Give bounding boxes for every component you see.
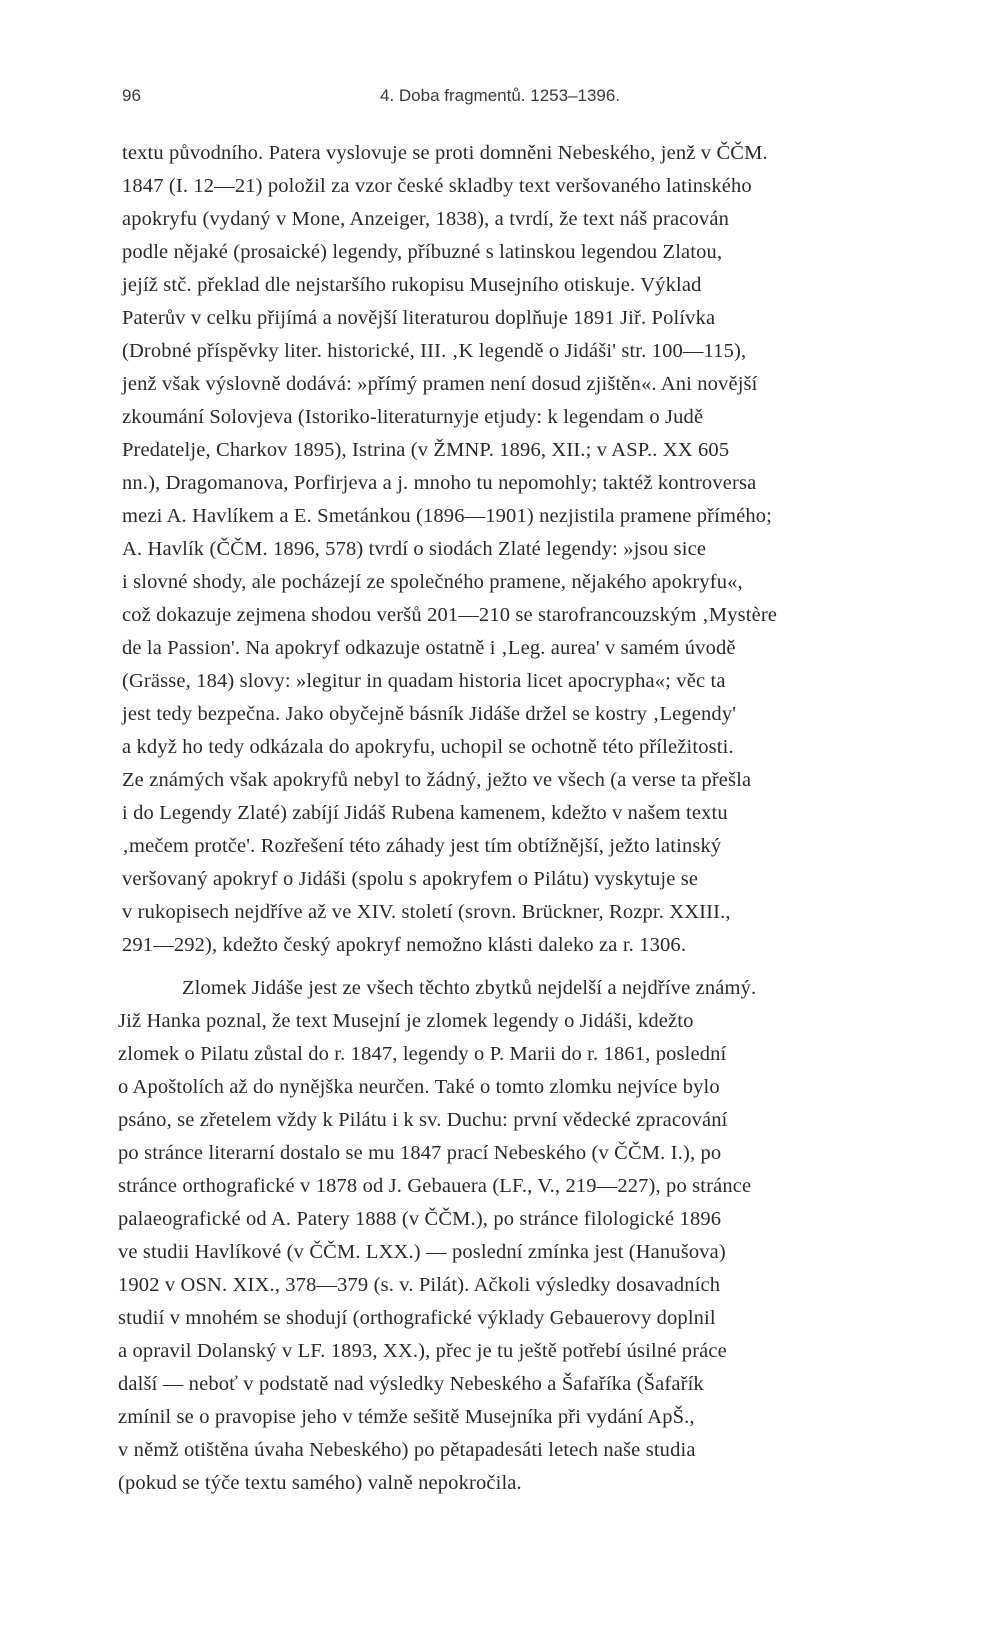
text-line: (pokud se týče textu samého) valně nepokročila.	[118, 1472, 522, 1494]
text-line: zkoumání Solovjeva (Istoriko-literaturnyje etjudy: k legendam o Judě	[122, 406, 704, 428]
page-number: 96	[122, 86, 141, 105]
section-title: 4. Doba fragmentů. 1253–1396.	[380, 86, 621, 105]
text-line: Již Hanka poznal, že text Musejní je zlomek legendy o Jidáši, kdežto	[118, 1010, 694, 1032]
text-line: a opravil Dolanský v LF. 1893, XX.), přec je tu ještě potřebí úsilné práce	[118, 1340, 727, 1362]
text-line: palaeografické od A. Patery 1888 (v ČČM.), po stránce filologické 1896	[118, 1208, 722, 1230]
text-line: 1902 v OSN. XIX., 378—379 (s. v. Pilát). Ačkoli výsledky dosavadních	[118, 1274, 721, 1296]
text-line: zlomek o Pilatu zůstal do r. 1847, legendy o P. Marii do r. 1861, poslední	[118, 1043, 727, 1065]
text-line: v němž otištěna úvaha Nebeského) po pětapadesáti letech naše studia	[118, 1439, 696, 1461]
text-line: o Apoštolích až do nynějška neurčen. Také o tomto zlomku nejvíce bylo	[118, 1076, 720, 1098]
text-line: stránce orthografické v 1878 od J. Gebauera (LF., V., 219—227), po stránce	[118, 1175, 752, 1197]
text-line: i do Legendy Zlaté) zabíjí Jidáš Rubena kamenem, kdežto v našem textu	[122, 802, 728, 824]
text-line: zmínil se o pravopise jeho v témže sešitě Musejníka při vydání ApŠ.,	[118, 1406, 695, 1428]
text-line: po stránce literarní dostalo se mu 1847 prací Nebeského (v ČČM. I.), po	[118, 1142, 722, 1164]
text-line: a když ho tedy odkázala do apokryfu, uchopil se ochotně této příležitosti.	[122, 736, 734, 758]
text-line: v rukopisech nejdříve až ve XIV. století (srovn. Brückner, Rozpr. XXIII.,	[122, 901, 731, 923]
text-line: de la Passion'. Na apokryf odkazuje ostatně i ‚Leg. aurea' v samém úvodě	[122, 637, 736, 659]
text-line: i slovné shody, ale pocházejí ze společného pramene, nějakého apokryfu«,	[122, 571, 743, 593]
text-line: 291—292), kdežto český apokryf nemožno klásti daleko za r. 1306.	[122, 934, 687, 956]
text-line: což dokazuje zejmena shodou veršů 201—210 se starofrancouzským ‚Mystère	[122, 604, 778, 626]
text-line: další — neboť v podstatě nad výsledky Nebeského a Šafaříka (Šafařík	[118, 1373, 704, 1395]
text-line: textu původního. Patera vyslovuje se proti domněni Nebeského, jenž v ČČM.	[122, 142, 768, 164]
text-line: jest tedy bezpečna. Jako obyčejně básník Jidáše držel se kostry ‚Legendy'	[122, 703, 737, 725]
text-line: (Grässe, 184) slovy: »legitur in quadam historia licet apocrypha«; věc ta	[122, 670, 726, 692]
text-line: ve studii Havlíkové (v ČČM. LXX.) — poslední zmínka jest (Hanušova)	[118, 1241, 726, 1263]
text-line: (Drobné příspěvky liter. historické, III. ‚K legendě o Jidáši' str. 100—115),	[122, 340, 747, 362]
text-line: Paterův v celku přijímá a novější literaturou doplňuje 1891 Jiř. Polívka	[122, 307, 716, 329]
text-line: 1847 (I. 12—21) položil za vzor české skladby text veršovaného latinského	[122, 175, 752, 197]
text-line: podle nějaké (prosaické) legendy, příbuzné s latinskou legendou Zlatou,	[122, 241, 723, 263]
text-line: studií v mnohém se shodují (orthografické výklady Gebauerovy doplnil	[118, 1307, 716, 1329]
text-line: Predatelje, Charkov 1895), Istrina (v ŽMNP. 1896, XII.; v ASP.. XX 605	[122, 439, 730, 461]
text-line: apokryfu (vydaný v Mone, Anzeiger, 1838), a tvrdí, že text náš pracován	[122, 208, 729, 230]
text-line: A. Havlík (ČČM. 1896, 578) tvrdí o siodách Zlaté legendy: »jsou sice	[122, 538, 707, 560]
text-line: veršovaný apokryf o Jidáši (spolu s apokryfem o Pilátu) vyskytuje se	[122, 868, 699, 890]
text-line: psáno, se zřetelem vždy k Pilátu i k sv. Duchu: první vědecké zpracování	[118, 1109, 728, 1131]
text-line: nn.), Dragomanova, Porfirjeva a j. mnoho tu nepomohly; taktéž kontroversa	[122, 472, 757, 494]
text-line: ‚mečem protče'. Rozřešení této záhady jest tím obtížnější, ježto latinský	[122, 835, 722, 857]
text-line: mezi A. Havlíkem a E. Smetánkou (1896—1901) nezjistila pramene přímého;	[122, 505, 772, 527]
text-line: jejíž stč. překlad dle nejstaršího rukopisu Musejního otiskuje. Výklad	[122, 274, 702, 296]
text-line: jenž však výslovně dodává: »přímý pramen není dosud zjištěn«. Ani novější	[122, 373, 758, 395]
text-line: Ze známých však apokryfů nebyl to žádný, ježto ve všech (a verse ta přešla	[122, 769, 752, 791]
text-line: Zlomek Jidáše jest ze všech těchto zbytků nejdelší a nejdříve známý.	[182, 977, 757, 999]
